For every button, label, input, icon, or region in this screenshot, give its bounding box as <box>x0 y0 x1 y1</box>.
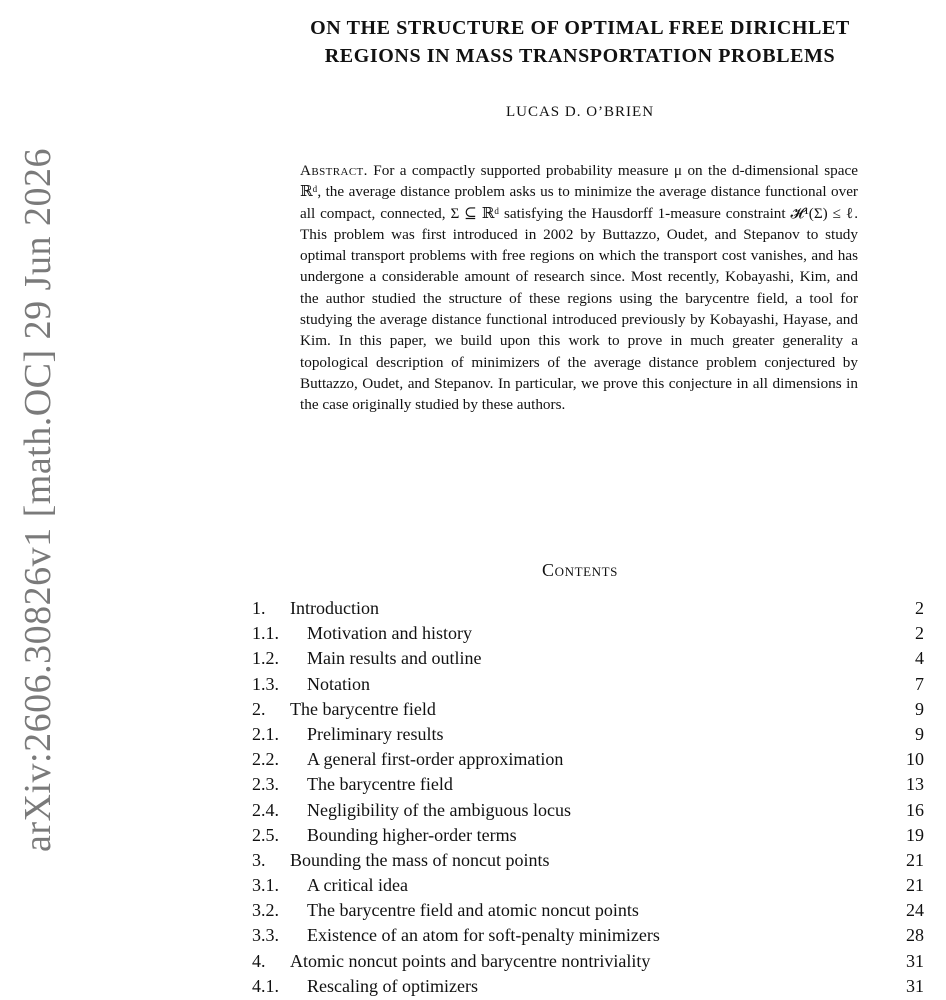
toc-entry[interactable] <box>252 772 924 797</box>
toc-entry-page[interactable]: 9 <box>915 723 924 744</box>
toc-entry-title[interactable]: Notation <box>307 673 370 694</box>
toc-entry-page[interactable]: 28 <box>906 925 924 946</box>
toc-entry-number: 2.5. <box>252 824 279 845</box>
toc-entry-title[interactable]: A general first-order approximation <box>307 749 564 770</box>
toc-entry-page[interactable]: 7 <box>915 673 924 694</box>
toc-entry-title[interactable]: Main results and outline <box>307 648 482 669</box>
toc-entry-number: 1.1. <box>252 623 279 644</box>
toc-entry[interactable] <box>252 974 924 999</box>
abstract-label: Abstract. <box>300 162 368 179</box>
toc-entry[interactable] <box>252 596 924 621</box>
toc-entry[interactable] <box>252 898 924 923</box>
toc-entry[interactable] <box>252 923 924 948</box>
toc-entry-number: 3.2. <box>252 900 279 921</box>
toc-entry-title[interactable]: Atomic noncut points and barycentre nontriviality <box>290 950 651 971</box>
toc-entry[interactable] <box>252 697 924 722</box>
toc-entry-title[interactable]: Introduction <box>290 598 379 618</box>
toc-entry-number: 4.1. <box>252 975 279 996</box>
toc-entry-page[interactable]: 21 <box>906 849 924 870</box>
toc-entry[interactable] <box>252 823 924 848</box>
toc-entry-page[interactable]: 24 <box>906 900 924 921</box>
toc-entry-page[interactable]: 4 <box>915 648 924 669</box>
toc-entry-page[interactable]: 2 <box>915 598 924 618</box>
toc-entry[interactable] <box>252 798 924 823</box>
toc-entry[interactable] <box>252 873 924 898</box>
paper-author: LUCAS D. O’BRIEN <box>505 104 655 120</box>
toc-entry[interactable] <box>252 672 924 697</box>
toc-entry-title[interactable]: The barycentre field and atomic noncut points <box>307 900 639 921</box>
contents-heading: Contents <box>541 560 619 580</box>
toc-entry-number: 2.1. <box>252 723 279 744</box>
toc-entry-title[interactable]: Rescaling of optimizers <box>307 975 478 996</box>
toc-entry-number: 3.3. <box>252 925 279 946</box>
toc-entry-number: 2.4. <box>252 799 279 820</box>
toc-entry-page[interactable]: 13 <box>906 774 924 795</box>
toc-entry-number: 2. <box>252 698 266 719</box>
toc-entry-page[interactable]: 16 <box>906 799 924 820</box>
toc-entry-title[interactable]: Preliminary results <box>307 723 444 744</box>
toc-entry-page[interactable]: 10 <box>906 749 924 770</box>
toc-entry[interactable] <box>252 848 924 873</box>
toc-entry-title[interactable]: The barycentre field <box>307 774 453 795</box>
toc-entry-title[interactable]: Bounding the mass of noncut points <box>290 849 550 870</box>
toc-entry-title[interactable]: Motivation and history <box>307 623 472 644</box>
toc-entry-number: 1. <box>252 598 266 618</box>
abstract-text: For a compactly supported probability measure μ on the d-dimensional space ℝᵈ, the average distance problem asks us to minimize the average distance functional over all compact, connected, Σ ⊆ ℝᵈ satisfying the Hausdorff 1-measure constraint 𝓗¹(Σ) ≤ ℓ. This problem was first introduced in 2002 by Buttazzo, Oudet, and Stepanov to study optimal transport problems with free regions on which the transport cost vanishes, and has undergone a considerable amount of research since. Most recently, Kobayashi, Kim, and the author studied the structure of these regions using the barycentre field, a tool for studying the average distance functional introduced previously by Kobayashi, Hayase, and Kim. In this paper, we build upon this work to prove in much greater generality a topological description of minimizers of the average distance problem conjectured by Buttazzo, Oudet, and Stepanov. In particular, we prove this conjecture in all dimensions in the case originally studied by these authors. <box>300 162 858 414</box>
toc-entry[interactable] <box>252 949 924 974</box>
toc-entry-page[interactable]: 19 <box>906 824 924 845</box>
toc-entry-title[interactable]: Bounding higher-order terms <box>307 824 517 845</box>
toc-entry-title[interactable]: Existence of an atom for soft-penalty minimizers <box>307 925 660 946</box>
toc-entry-page[interactable]: 21 <box>906 875 924 896</box>
toc-entry-number: 2.3. <box>252 774 279 795</box>
arxiv-identifier: arXiv:2606.30826v1 [math.OC] 29 Jun 2026 <box>17 148 60 852</box>
table-of-contents <box>252 596 924 999</box>
toc-entry[interactable] <box>252 646 924 671</box>
toc-entry-number: 3.1. <box>252 875 279 896</box>
toc-entry-number: 1.3. <box>252 673 279 694</box>
toc-entry-number: 3. <box>252 849 266 870</box>
toc-entry-title[interactable]: Negligibility of the ambiguous locus <box>307 799 571 820</box>
toc-entry-page[interactable]: 2 <box>915 623 924 644</box>
paper-title-line-1: ON THE STRUCTURE OF OPTIMAL FREE DIRICHLET <box>310 17 850 39</box>
abstract-block <box>300 160 858 416</box>
toc-entry-number: 2.2. <box>252 749 279 770</box>
toc-entry-page[interactable]: 31 <box>906 950 924 971</box>
paper-title-line-2: REGIONS IN MASS TRANSPORTATION PROBLEMS <box>324 45 836 67</box>
paper-title <box>230 14 930 70</box>
toc-entry-title[interactable]: A critical idea <box>307 875 408 896</box>
toc-entry[interactable] <box>252 621 924 646</box>
toc-entry[interactable] <box>252 747 924 772</box>
toc-entry-number: 4. <box>252 950 266 971</box>
toc-entry[interactable] <box>252 722 924 747</box>
toc-entry-page[interactable]: 9 <box>915 698 924 719</box>
toc-entry-number: 1.2. <box>252 648 279 669</box>
arxiv-sidebar-stamp <box>18 140 58 860</box>
toc-entry-page[interactable]: 31 <box>906 975 924 996</box>
toc-entry-title[interactable]: The barycentre field <box>290 698 436 719</box>
